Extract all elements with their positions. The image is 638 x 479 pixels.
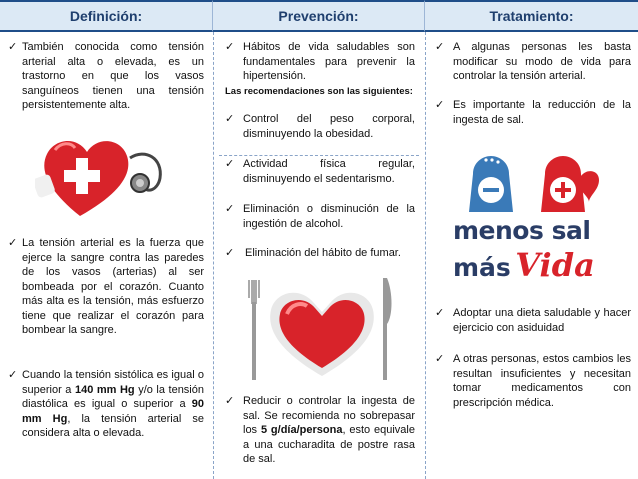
- definition-column: [0, 0, 213, 479]
- treatment-item-4: ✓ A otras personas, estos cambios les resultan insuficientes y necesitan tomar medicamentos con prescripción médica.: [435, 352, 631, 409]
- check-icon: ✓: [435, 40, 445, 53]
- prevention-header: Prevención:: [213, 0, 425, 32]
- definition-header: Definición:: [0, 0, 213, 32]
- logo-line-1: menos sal: [453, 216, 591, 245]
- prevention-item-3: ✓ Actividad física regular, disminuyendo el sedentarismo.: [225, 157, 415, 185]
- treatment-header: Tratamiento:: [425, 0, 638, 32]
- check-icon: ✓: [225, 246, 235, 259]
- check-icon: ✓: [225, 40, 235, 53]
- divider: [219, 155, 419, 156]
- prevention-item-6: ✓ Reducir o controlar la ingesta de sal. Se recomienda no sobrepasar los 5 g/día/persona, esto equivale a una cucharadita de postre rasa de sal.: [225, 394, 415, 465]
- definition-item-2: ✓ La tensión arterial es la fuerza que ejerce la sangre contra las paredes de los vasos (arterias) al ser bombeada por el corazón. Cuanto más alta es la tensión, más esfuerzo tiene que realizar el corazón para bombear la sangre.: [8, 236, 204, 336]
- treatment-item-2: ✓ Es importante la reducción de la ingesta de sal.: [435, 98, 631, 126]
- treatment-item-1: ✓ A algunas personas les basta modificar su modo de vida para controlar la tensión arterial.: [435, 40, 631, 82]
- treatment-item-3: ✓ Adoptar una dieta saludable y hacer ejercicio con asiduidad: [435, 306, 631, 334]
- prevention-column: [213, 0, 425, 479]
- check-icon: ✓: [8, 368, 18, 381]
- heart-stethoscope-image: [35, 128, 175, 220]
- check-icon: ✓: [225, 112, 235, 125]
- prevention-item-5: ✓ Eliminación del hábito de fumar.: [225, 246, 401, 259]
- check-icon: ✓: [435, 352, 445, 365]
- check-icon: ✓: [8, 236, 18, 249]
- heart-plate-image: [247, 272, 397, 384]
- menos-sal-mas-vida-logo: [445, 150, 625, 290]
- check-icon: ✓: [435, 98, 445, 111]
- recommendations-note: Las recomendaciones son las siguientes:: [225, 86, 413, 97]
- prevention-item-1: ✓ Hábitos de vida saludables son fundamentales para prevenir la hipertensión.: [225, 40, 415, 82]
- salt-shakers-icon: [463, 150, 613, 212]
- check-icon: ✓: [435, 306, 445, 319]
- check-icon: ✓: [8, 40, 18, 53]
- prevention-item-4: ✓ Eliminación o disminución de la ingestión de alcohol.: [225, 202, 415, 230]
- treatment-column: [425, 0, 638, 479]
- check-icon: ✓: [225, 157, 235, 170]
- definition-item-1: ✓ También conocida como tensión arterial alta o elevada, es un trastorno en que los vasos sanguíneos tienen una tensión persistentemente alta.: [8, 40, 204, 111]
- definition-item-3: ✓ Cuando la tensión sistólica es igual o superior a 140 mm Hg y/o la tensión diastólica es igual o superior a 90 mm Hg, la tensión arterial se considera alta o elevada.: [8, 368, 204, 439]
- check-icon: ✓: [225, 202, 235, 215]
- check-icon: ✓: [225, 394, 235, 407]
- logo-line-2: más Vida: [453, 246, 595, 284]
- prevention-item-2: ✓ Control del peso corporal, disminuyendo la obesidad.: [225, 112, 415, 140]
